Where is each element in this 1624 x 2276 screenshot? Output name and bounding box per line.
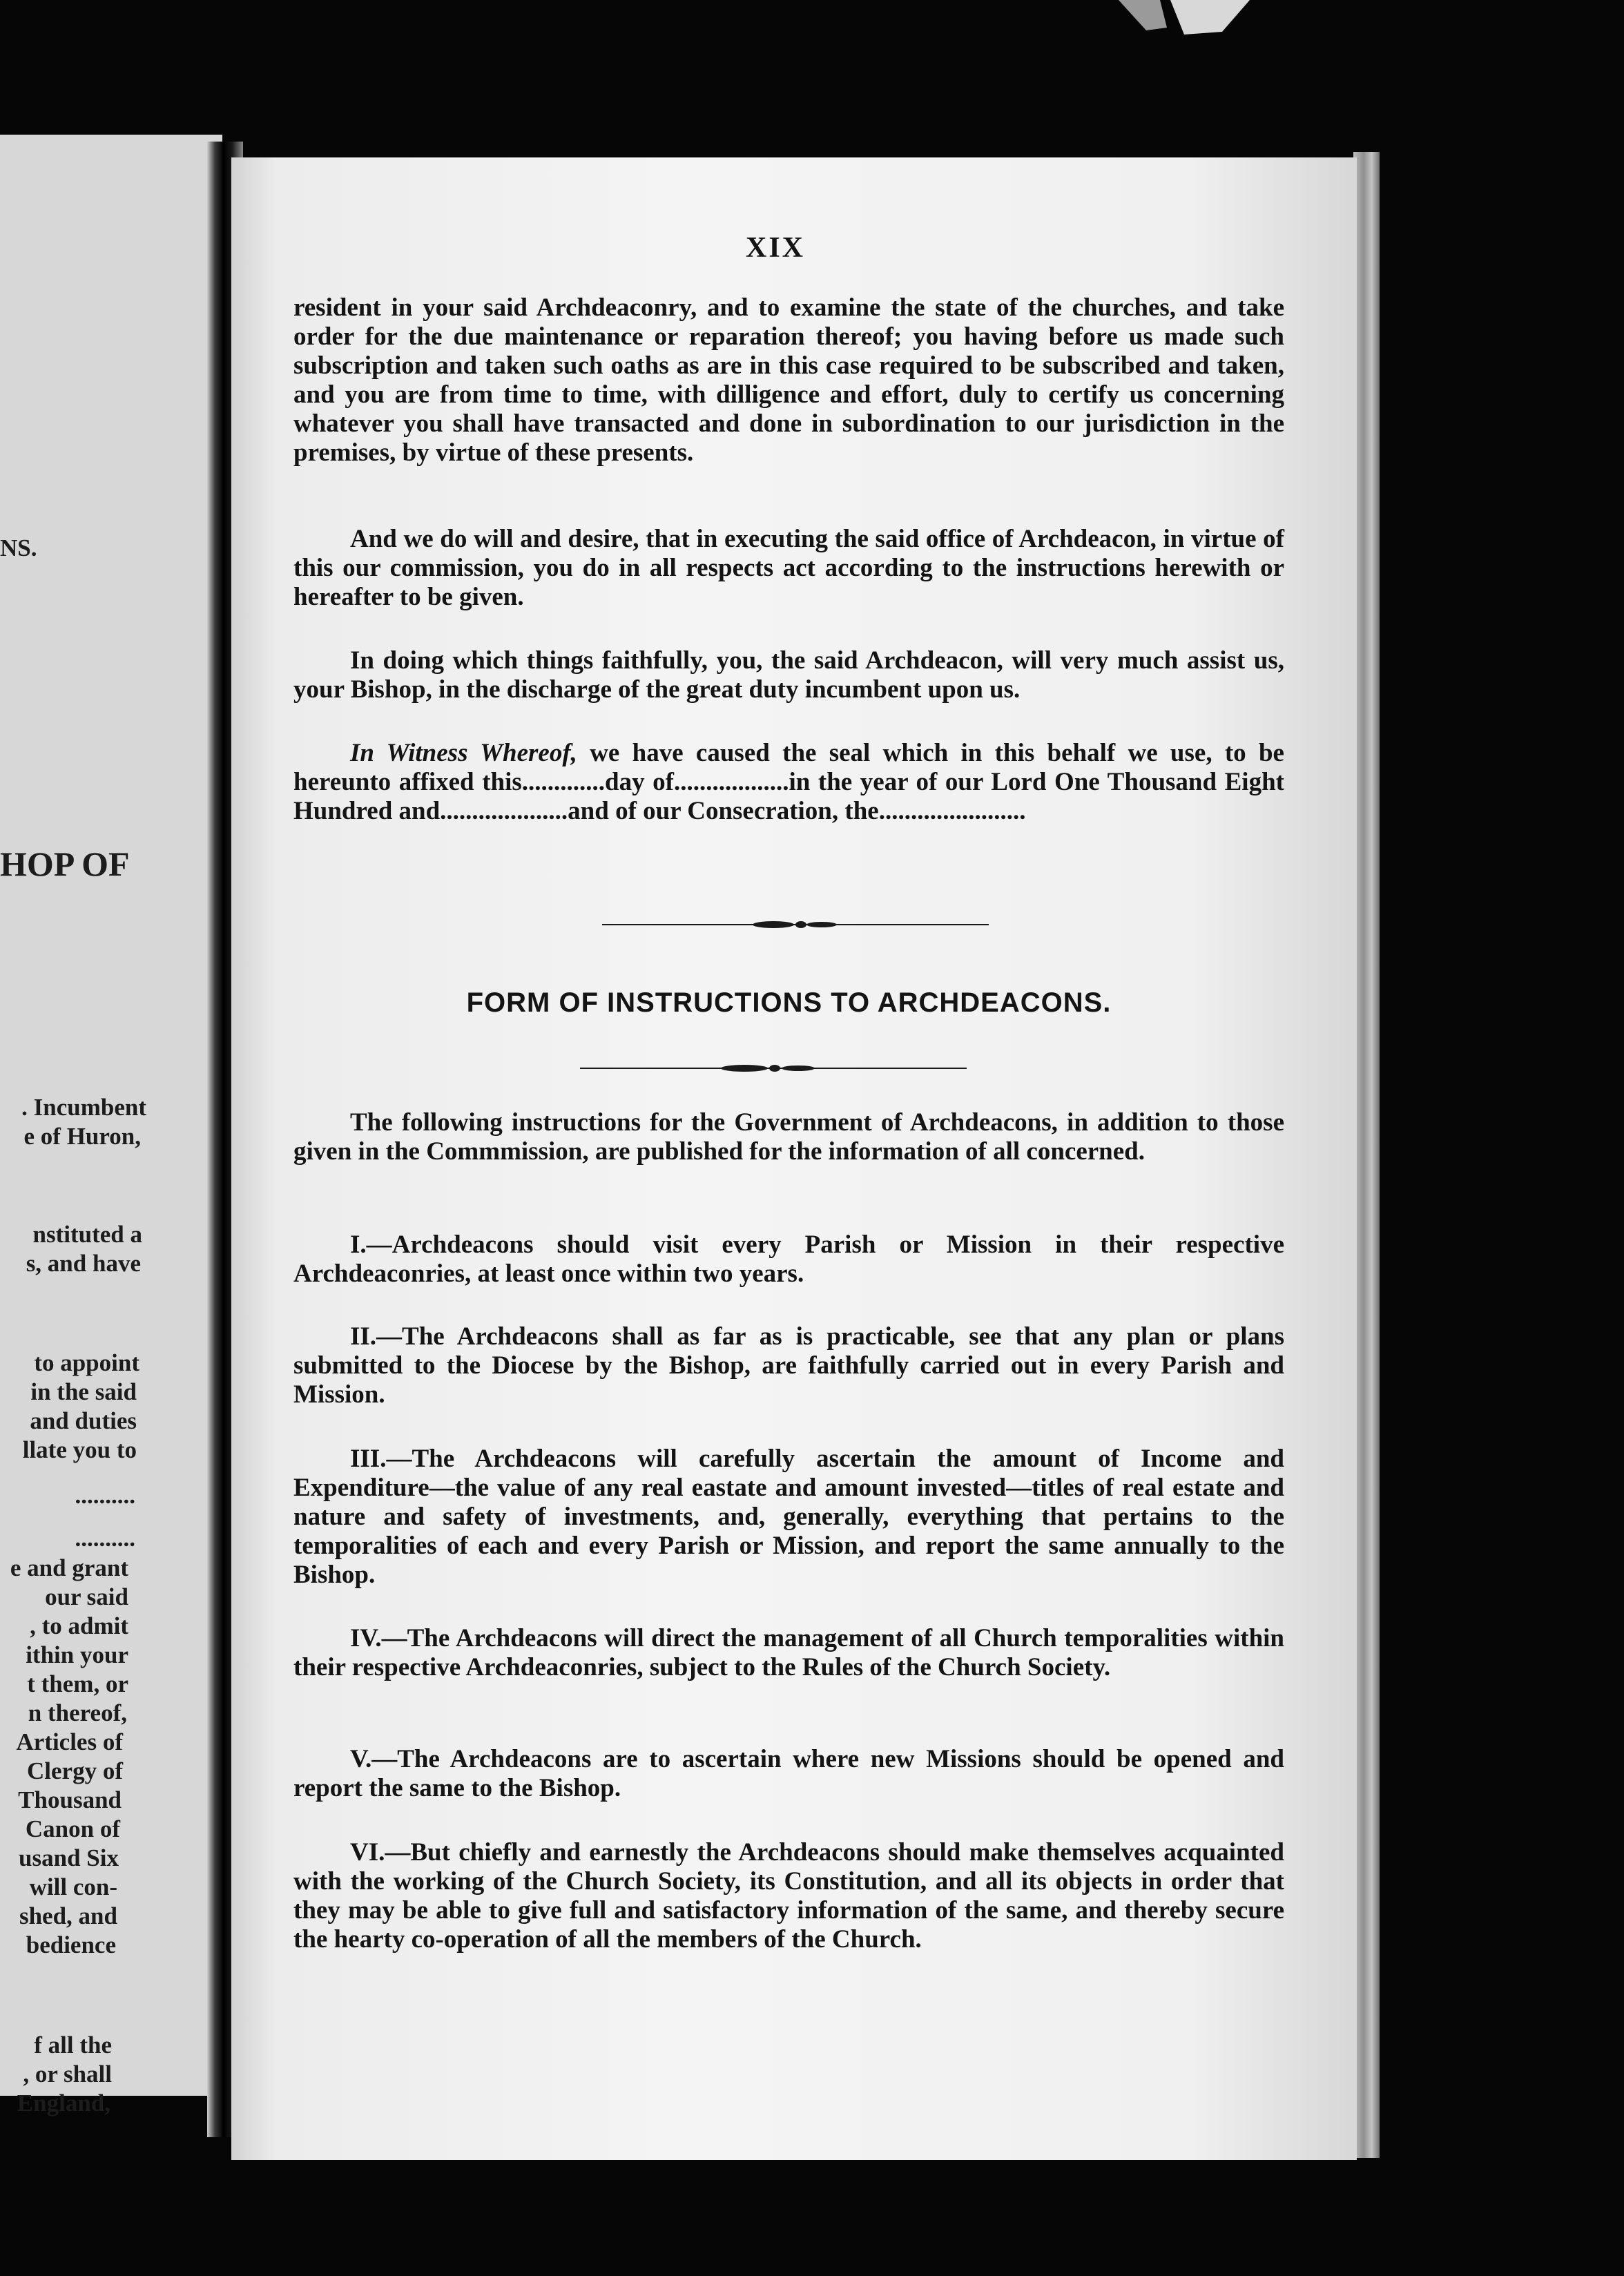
left-page-line: England,	[17, 2090, 110, 2116]
left-page-line: Canon of	[25, 1815, 120, 1842]
commission-assist-paragraph	[293, 646, 1284, 704]
paragraph: And we do will and desire, that in executing the said office of Archdeacon, in virtue of this our commission, you do in all respects act according to the instructions herewith or hereafter to be given.	[293, 525, 1284, 611]
paragraph: IV.—The Archdeacons will direct the management of all Church temporalities within their respective Archdeaconries, subject to the Rules of the Church Society.	[293, 1624, 1284, 1681]
left-page-line: . Incumbent	[21, 1094, 146, 1121]
section-title: FORM OF INSTRUCTIONS TO ARCHDEACONS.	[466, 987, 1112, 1018]
left-page-line: , or shall	[23, 2061, 112, 2087]
instruction-3	[293, 1445, 1284, 1590]
witness-label: In Witness Whereof,	[350, 739, 577, 767]
paragraph: The following instructions for the Government of Archdeacons, in addition to those given in the Commmission, are published for the information of all concerned.	[293, 1108, 1284, 1166]
left-page-line: e and grant	[10, 1554, 128, 1581]
paragraph: resident in your said Archdeaconry, and to examine the state of the churches, and take order for the due maintenance or reparation thereof; you having before us made such subscription and taken such oaths as are in this case required to be subscribed and taken, and you are from time to time, with dilligence and effort, duly to certify us concerning whatever you shall have transacted and done in subordination to our jurisdiction in the premises, by virtue of these presents.	[293, 293, 1284, 467]
left-page-line: usand Six	[19, 1844, 119, 1871]
left-page-line: shed, and	[19, 1902, 117, 1929]
left-page-line: in the said	[30, 1378, 137, 1405]
paragraph: III.—The Archdeacons will carefully ascertain the amount of Income and Expenditure—the value of any real eastate and amount invested—titles of real estate and nature and safety of investments, and, generally, everything that pertains to the temporalities of each and every Parish or Mission, and report the same annually to the Bishop.	[293, 1445, 1284, 1589]
ornamental-rule-bottom	[580, 1063, 967, 1073]
paragraph: II.—The Archdeacons shall as far as is practicable, see that any plan or plans submitted to the Diocese by the Bishop, are faithfully carried out in every Parish and Mission.	[293, 1322, 1284, 1409]
left-page-line: bedience	[26, 1931, 116, 1958]
instruction-1	[293, 1231, 1284, 1289]
page-edge	[1353, 152, 1380, 2158]
left-page-line: will con-	[29, 1873, 117, 1900]
paragraph: V.—The Archdeacons are to ascertain where new Missions should be opened and report the same to the Bishop.	[293, 1745, 1284, 1802]
left-page-line: ..........	[75, 1525, 135, 1552]
witness-clause	[293, 739, 1284, 826]
left-page-line: NS.	[0, 534, 37, 561]
commission-execution-paragraph	[293, 525, 1284, 612]
paragraph: I.—Archdeacons should visit every Parish or Mission in their respective Archdeaconries, at least once within two years.	[293, 1231, 1284, 1288]
left-page-line: our said	[45, 1583, 128, 1610]
left-page-line: and duties	[30, 1407, 137, 1434]
left-page-line: ithin your	[26, 1641, 128, 1668]
paper-scrap	[1119, 0, 1264, 36]
left-page-line: n thereof,	[28, 1699, 127, 1726]
instruction-4	[293, 1624, 1284, 1682]
left-page-line: , to admit	[30, 1612, 128, 1639]
left-page-line: t them, or	[27, 1670, 128, 1697]
left-facing-page	[0, 135, 222, 2116]
instruction-5	[293, 1745, 1284, 1803]
left-page-line: e of Huron,	[23, 1123, 141, 1150]
left-page-line: Thousand	[18, 1786, 122, 1813]
left-page-line: Articles of	[16, 1728, 123, 1755]
left-page-line: HOP OF	[0, 845, 130, 883]
left-page-line: llate you to	[22, 1436, 137, 1463]
left-page-line: ..........	[75, 1482, 135, 1509]
instructions-intro	[293, 1108, 1284, 1166]
witness-text: we have caused the seal which in this behalf we use, to be hereunto affixed this.............day of..................in the year of our Lord One Thousand Eight Hundred and....................and of our Consecration, the.......................	[293, 739, 1284, 825]
left-page-line: to appoint	[34, 1349, 139, 1376]
instruction-2	[293, 1322, 1284, 1409]
paragraph: In doing which things faithfully, you, the said Archdeacon, will very much assist us, your Bishop, in the discharge of the great duty incumbent upon us.	[293, 646, 1284, 704]
left-page-line: nstituted a	[32, 1221, 142, 1248]
commission-continuation	[293, 293, 1284, 467]
left-page-line: Clergy of	[27, 1757, 123, 1784]
paragraph: VI.—But chiefly and earnestly the Archdeacons should make themselves acquainted with the working of the Church Society, its Constitution, and all its objects in order that they may be able to give full and satisfactory information of the same, and thereby secure the hearty co-operation of all the members of the Church.	[293, 1838, 1284, 1954]
page-number: XIX	[746, 232, 806, 264]
instruction-6	[293, 1838, 1284, 1954]
ornamental-rule-top	[602, 920, 989, 929]
left-page-line: s, and have	[26, 1250, 141, 1277]
left-page-line: f all the	[34, 2032, 112, 2058]
